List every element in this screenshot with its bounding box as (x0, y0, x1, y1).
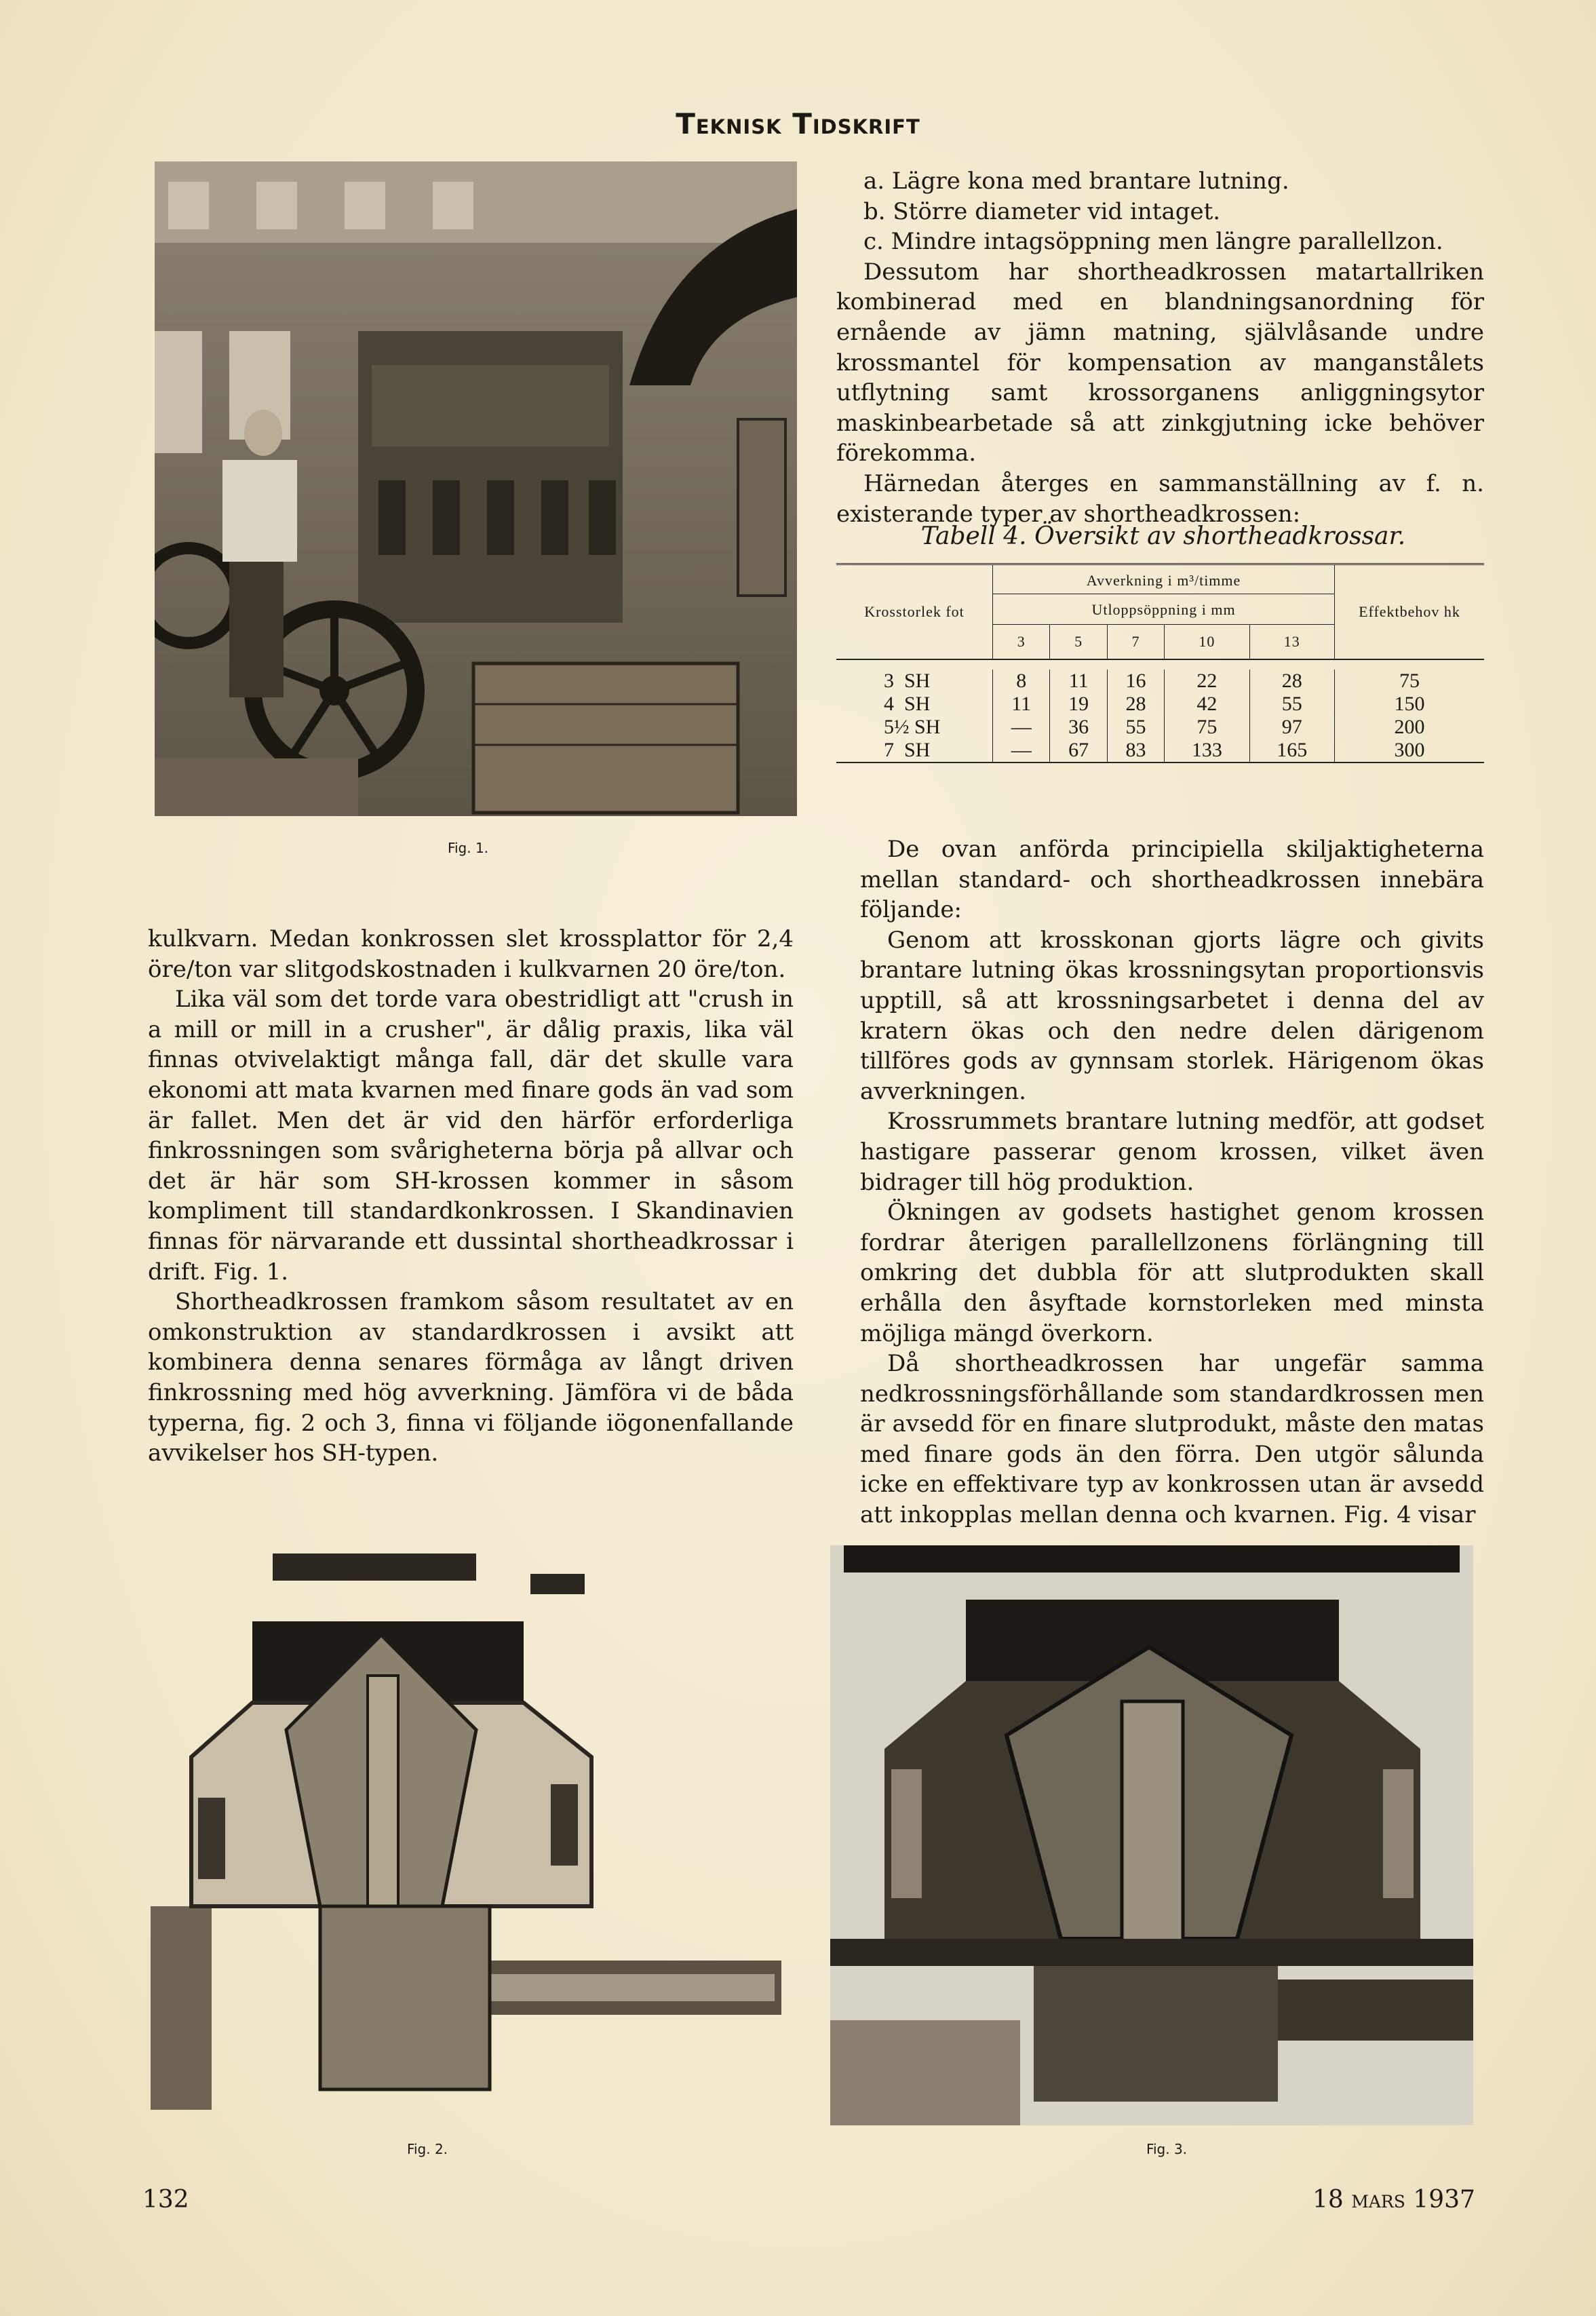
left-column (148, 924, 794, 1469)
fig3-photo (830, 1545, 1473, 2125)
value-cell: 97 (1249, 716, 1334, 739)
paragraph: De ovan anförda principiella skiljaktigheterna mellan standard- och shortheadkrossen innebära följande: (860, 836, 1484, 924)
fig2-drawing (151, 1553, 795, 2110)
page-number: 132 (142, 2186, 189, 2214)
value-cell: 28 (1249, 670, 1334, 693)
value-cell: 28 (1107, 693, 1164, 716)
size-cell: 3 SH (884, 670, 931, 692)
opening-header: 13 (1249, 625, 1334, 660)
table-row (836, 739, 1484, 763)
value-cell: — (993, 739, 1050, 763)
value-cell: 55 (1249, 693, 1334, 716)
opening-header: 7 (1107, 625, 1164, 660)
paragraph: Genom att krosskonan gjorts lägre och givits brantare lutning ökas krossningsytan proportionsvis upptill, så att krossningsarbetet i denna del av kratern ökas och den nedre delen därigenom tillföres gods av gynnsam storlek. Härigenom ökas avverkningen. (860, 926, 1484, 1105)
list-item-c: c. Mindre intagsöppning men längre parallellzon. (863, 228, 1443, 256)
value-cell: 55 (1107, 716, 1164, 739)
value-cell: 133 (1165, 739, 1249, 763)
value-cell: 16 (1107, 670, 1164, 693)
power-cell: 300 (1335, 739, 1485, 763)
fig1-photo (155, 161, 797, 816)
opening-header: 3 (993, 625, 1050, 660)
opening-header: 5 (1050, 625, 1107, 660)
value-cell: 42 (1165, 693, 1249, 716)
size-cell: 5½ SH (884, 716, 941, 738)
right-column-top (836, 166, 1484, 529)
list-item-b: b. Större diameter vid intaget. (863, 197, 1221, 225)
value-cell: 11 (1050, 670, 1107, 693)
col-size-header: Krosstorlek fot (836, 564, 993, 660)
col-power-header: Effektbehov hk (1335, 564, 1485, 660)
value-cell: 8 (993, 670, 1050, 693)
value-cell: 67 (1050, 739, 1107, 763)
group-header: Avverkning i m³/timme (993, 564, 1335, 594)
issue-date: 18 mars 1937 (1312, 2186, 1475, 2214)
table-row (836, 716, 1484, 739)
shorthead-table (836, 563, 1484, 763)
subgroup-header: Utloppsöppning i mm (993, 594, 1335, 625)
value-cell: 22 (1165, 670, 1249, 693)
paragraph: Dessutom har shortheadkrossen matartallriken kombinerad med en blandningsanordning för ernående av jämn matning, självlåsande undre krossmantel för kompensation av manganstålets utflytning samt krossorganens anliggningsytor maskinbearbetade så att zinkgjutning icke behöver förekomma. (836, 258, 1484, 467)
power-cell: 150 (1335, 693, 1485, 716)
table-row (836, 670, 1484, 693)
size-cell: 7 SH (884, 739, 931, 761)
value-cell: 36 (1050, 716, 1107, 739)
value-cell: — (993, 716, 1050, 739)
paragraph: Ökningen av godsets hastighet genom krossen fordrar återigen parallellzonens förlängning till omkring det dubbla för att slutprodukten skall erhålla den åsyftade kornstorleken med minsta möjliga mängd överkorn. (860, 1199, 1484, 1347)
table-caption: Tabell 4. Översikt av shortheadkrossar. (920, 522, 1406, 550)
table-row (836, 693, 1484, 716)
value-cell: 19 (1050, 693, 1107, 716)
value-cell: 83 (1107, 739, 1164, 763)
paragraph: Shortheadkrossen framkom såsom resultatet av en omkonstruktion av standardkrossen i avsikt att kombinera denna senares förmåga av långt driven finkrossning med hög avverkning. Jämföra vi de båda typerna, fig. 2 och 3, finna vi följande iögonenfallande avvikelser hos SH-typen. (148, 1288, 794, 1467)
list-item-a: a. Lägre kona med brantare lutning. (863, 168, 1289, 195)
paragraph: Lika väl som det torde vara obestridligt att "crush in a mill or mill in a crusher", är dålig praxis, lika väl finnas otvivelaktigt många fall, där det skulle vara ekonomi att mata kvarnen med finare gods än vad som är fallet. Men det är vid den härför erforderliga finkrossningen som svårigheterna börja på allvar och det är här som SH-krossen kommer in såsom kompliment till standardkonkrossen. I Skandinavien finnas för närvarande ett dussintal shortheadkrossar i drift. Fig. 1. (148, 986, 794, 1286)
paragraph: Krossrummets brantare lutning medför, att godset hastigare passerar genom krossen, vilket även bidrager till hög produktion. (860, 1108, 1484, 1196)
paragraph: Härnedan återges en sammanställning av f. n. existerande typer av shortheadkrossen: (836, 469, 1484, 528)
value-cell: 75 (1165, 716, 1249, 739)
size-cell: 4 SH (884, 693, 931, 715)
journal-header: Teknisk Tidskrift (676, 107, 920, 140)
value-cell: 165 (1249, 739, 1334, 763)
paragraph: kulkvarn. Medan konkrossen slet krossplattor för 2,4 öre/ton var slitgodskostnaden i kulkvarnen 20 öre/ton. (148, 925, 794, 983)
fig2-caption: Fig. 2. (406, 2141, 448, 2157)
value-cell: 11 (993, 693, 1050, 716)
opening-header: 10 (1165, 625, 1249, 660)
fig1-caption: Fig. 1. (447, 840, 489, 856)
power-cell: 75 (1335, 670, 1485, 693)
power-cell: 200 (1335, 716, 1485, 739)
fig3-caption: Fig. 3. (1146, 2141, 1188, 2157)
paragraph: Då shortheadkrossen har ungefär samma nedkrossningsförhållande som standardkrossen men är avsedd för en finare slutprodukt, måste den matas med finare gods än den förra. Den utgör sålunda icke en effektivare typ av konkrossen utan är avsedd att inkopplas mellan denna och kvarnen. Fig. 4 visar (860, 1350, 1484, 1529)
right-column-bottom (860, 834, 1484, 1530)
